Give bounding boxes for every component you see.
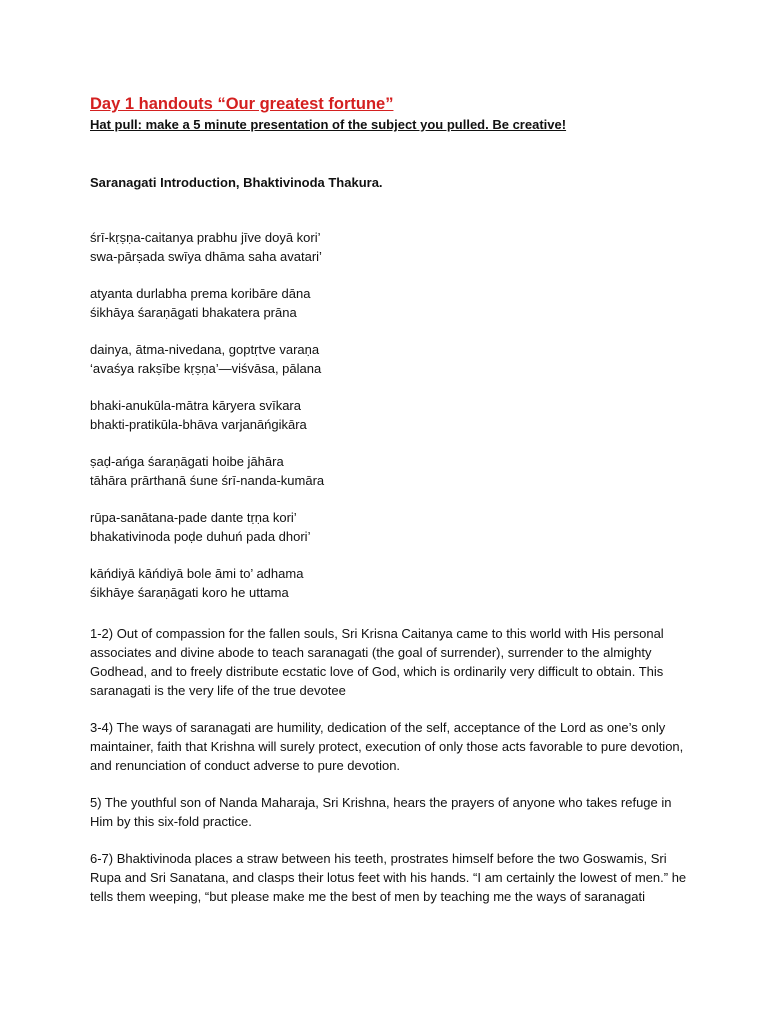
document-page: [90, 92, 690, 904]
verse-line: rūpa-sanātana-pade dante tṛṇa kori’: [90, 510, 297, 525]
verse-line: bhakti-pratikūla-bhāva varjanāńgikāra: [90, 416, 307, 432]
verse-line: śikhāya śaraṇāgati bhakatera prāna: [90, 304, 297, 320]
section-heading: Saranagati Introduction, Bhaktivinoda Thakura.: [90, 175, 383, 190]
verse-stanza: [90, 509, 690, 546]
verse-stanza: [90, 453, 690, 490]
verse-stanza: [90, 341, 690, 378]
verse-line: tāhāra prārthanā śune śrī-nanda-kumāra: [90, 472, 325, 488]
verse-stanza: [90, 397, 690, 434]
verse-stanza: [90, 229, 690, 266]
translation-paragraph: 3-4) The ways of saranagati are humility, dedication of the self, acceptance of the Lord as one’s only maintainer, faith that Krishna will surely protect, execution of only those acts favorable to pure devotion, and renunciation of conduct adverse to pure devotion.: [90, 720, 684, 773]
verse-line: ‘avaśya rakṣībe kṛṣṇa’—viśvāsa, pālana: [90, 360, 322, 376]
verse-stanza: [90, 565, 690, 602]
page-title: Day 1 handouts “Our greatest fortune”: [90, 95, 394, 113]
verse-line: ṣaḍ-ańga śaraṇāgati hoibe jāhāra: [90, 454, 284, 469]
translation-paragraph: 5) The youthful son of Nanda Maharaja, Sri Krishna, hears the prayers of anyone who takes refuge in Him by this six-fold practice.: [90, 795, 672, 829]
assignment-subtitle: Hat pull: make a 5 minute presentation of the subject you pulled. Be creative!: [90, 117, 567, 132]
verse-line: bhaki-anukūla-mātra kāryera svīkara: [90, 398, 301, 413]
verse-line: bhakativinoda poḍe duhuń pada dhori’: [90, 528, 311, 544]
verse-line: dainya, ātma-nivedana, goptṛtve varaṇa: [90, 342, 320, 357]
verse-stanza: [90, 285, 690, 322]
verse-list: [90, 229, 690, 621]
translation-paragraph: 6-7) Bhaktivinoda places a straw between his teeth, prostrates himself before the two Goswamis, Sri Rupa and Sri Sanatana, and clasps their lotus feet with his hands. “I am certainly the lowest of men.” he tells them weeping, “but please make me the best of men by teaching me the ways of saranagati: [90, 851, 687, 904]
verse-line: śrī-kṛṣṇa-caitanya prabhu jīve doyā kori’: [90, 230, 321, 245]
verse-line: śikhāye śaraṇāgati koro he uttama: [90, 584, 289, 600]
verse-line: swa-pārṣada swīya dhāma saha avatari’: [90, 248, 322, 264]
verse-line: kāńdiyā kāńdiyā bole āmi to’ adhama: [90, 566, 304, 581]
translation-paragraph: 1-2) Out of compassion for the fallen souls, Sri Krisna Caitanya came to this world with His personal associates and divine abode to teach saranagati (the goal of surrender), surrender to the almighty Godhead, and to freely distribute ecstatic love of God, which is ordinarily very difficult to obtain. This saranagati is the very life of the true devotee: [90, 626, 664, 698]
translation-paragraphs: [90, 624, 690, 924]
verse-line: atyanta durlabha prema koribāre dāna: [90, 286, 311, 301]
